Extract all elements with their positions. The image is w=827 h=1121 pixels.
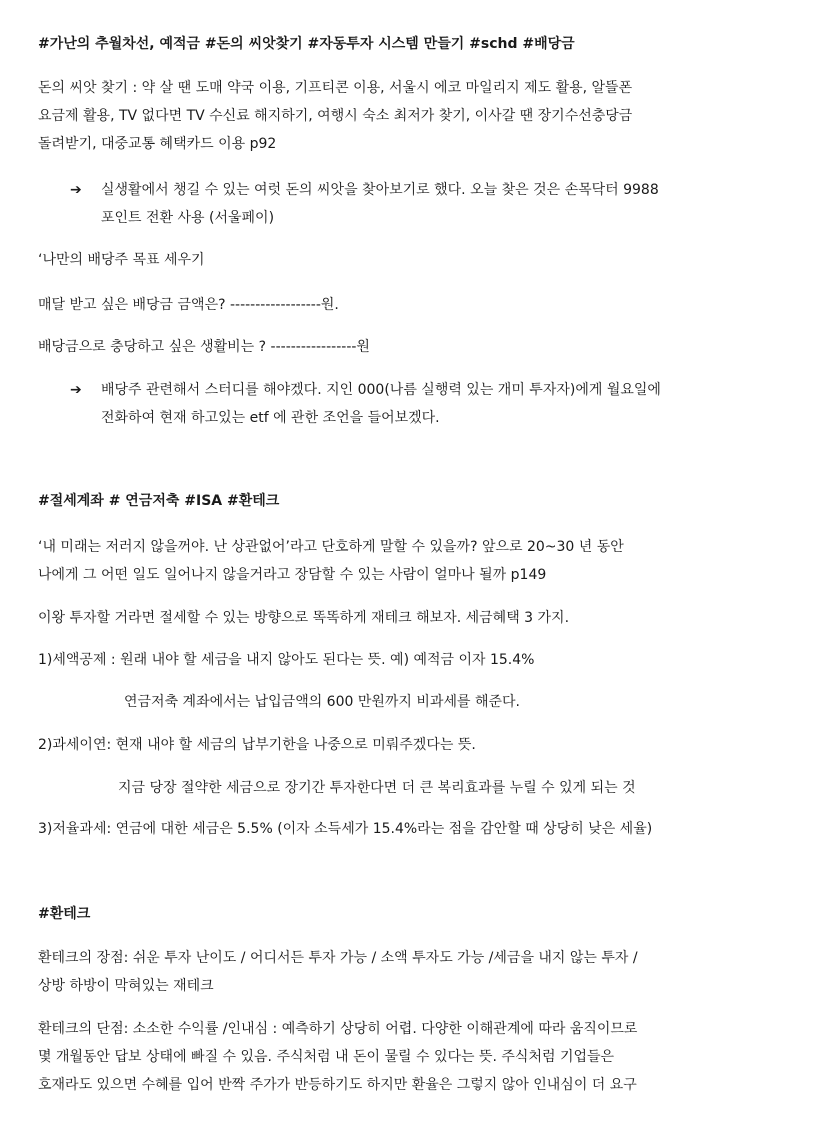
tax-benefit-1-detail: 연금저축 계좌에서는 납입금액의 600 만원까지 비과세를 해준다. [124,694,520,710]
quote-line: ‘내 미래는 저러지 않을꺼야. 난 상관없어’라고 단호하게 말할 수 있을까? 앞으로 20~30 년 동안 [38,539,624,555]
goal-question-2: 배당금으로 충당하고 싶은 생활비는 ? -----------------원 [38,339,370,355]
section-heading-3: #환테크 [38,906,91,922]
goal-title: ‘나만의 배당주 목표 세우기 [38,252,205,268]
section-heading-1: #가난의 추월차선, 예적금 #돈의 씨앗찾기 #자동투자 시스템 만들기 #schd #배당금 [38,36,575,52]
cons-line: 몇 개월동안 답보 상태에 빠질 수 있음. 주식처럼 내 돈이 물릴 수 있다는 뜻. 주식처럼 기업들은 [38,1049,615,1065]
tax-benefit-3: 3)저율과세: 연금에 대한 세금은 5.5% (이자 소득세가 15.4%라는 점을 감안할 때 상당히 낮은 세율) [38,821,653,837]
tax-benefit-2-detail: 지금 당장 절약한 세금으로 장기간 투자한다면 더 큰 복리효과를 누릴 수 있게 되는 것 [118,780,636,796]
paragraph-line: 돌려받기, 대중교통 혜택카드 이용 p92 [38,136,277,152]
bullet-line: 전화하여 현재 하고있는 etf 에 관한 조언을 들어보겠다. [101,410,440,426]
pros-line: 상방 하방이 막혀있는 재테크 [38,978,214,994]
tax-benefit-2: 2)과세이연: 현재 내야 할 세금의 납부기한을 나중으로 미뤄주겠다는 뜻. [38,737,476,753]
goal-question-1: 매달 받고 싶은 배당금 금액은? ------------------원. [38,297,339,313]
intro-line: 이왕 투자할 거라면 절세할 수 있는 방향으로 똑똑하게 재테크 해보자. 세금혜택 3 가지. [38,610,570,626]
quote-line: 나에게 그 어떤 일도 일어나지 않을거라고 장담할 수 있는 사람이 얼마나 될까 p149 [38,567,547,583]
cons-line: 환테크의 단점: 소소한 수익률 /인내심 : 예측하기 상당히 어렵. 다양한 이해관계에 따라 움직이므로 [38,1021,638,1037]
tax-benefit-1: 1)세액공제 : 원래 내야 할 세금을 내지 않아도 된다는 뜻. 예) 예적금 이자 15.4% [38,652,535,668]
cons-line: 호재라도 있으면 수혜를 입어 반짝 주가가 반등하기도 하지만 환율은 그렇지 않아 인내심이 더 요구 [38,1077,637,1093]
paragraph-line: 돈의 씨앗 찾기 : 약 살 땐 도매 약국 이용, 기프티콘 이용, 서울시 에코 마일리지 제도 활용, 알뜰폰 [38,80,633,96]
bullet-line: 실생활에서 챙길 수 있는 여럿 돈의 씨앗을 찾아보기로 했다. 오늘 찾은 것은 손목닥터 9988 [101,182,659,198]
section-heading-2: #절세계좌 # 연금저축 #ISA #환테크 [38,493,280,509]
paragraph-line: 요금제 활용, TV 없다면 TV 수신료 해지하기, 여행시 숙소 최저가 찾기, 이사갈 땐 장기수선충당금 [38,108,633,124]
pros-line: 환테크의 장점: 쉬운 투자 난이도 / 어디서든 투자 가능 / 소액 투자도 가능 /세금을 내지 않는 투자 / [38,950,638,966]
arrow-right-icon: ➔ [70,182,82,198]
bullet-line: 배당주 관련해서 스터디를 해야겠다. 지인 000(나름 실행력 있는 개미 투자자)에게 월요일에 [101,382,661,398]
arrow-right-icon: ➔ [70,382,82,398]
bullet-line: 포인트 전환 사용 (서울페이) [101,210,275,226]
